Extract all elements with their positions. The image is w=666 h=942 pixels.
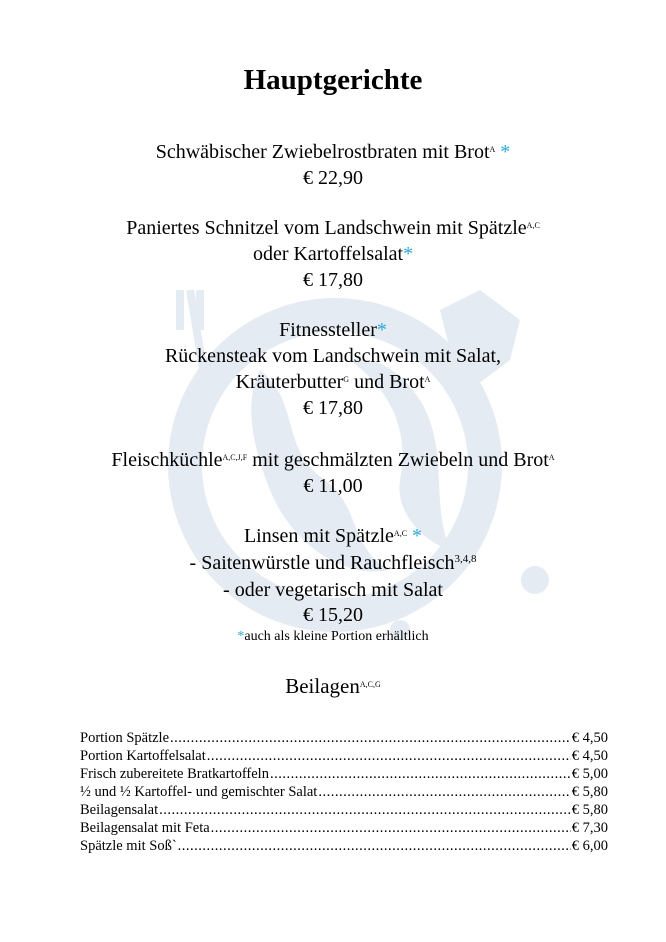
allergen-code: A,C,J,F	[222, 453, 248, 462]
allergen-code: G	[343, 375, 350, 384]
allergen-code: A,C,G	[359, 680, 381, 689]
allergen-code: A,C	[393, 529, 408, 538]
allergen-code: A,C	[526, 221, 540, 230]
side-item: Portion Kartoffelsalat ..... € 4,50	[80, 747, 608, 765]
allergen-code: A	[548, 453, 555, 462]
star-marker: *	[403, 243, 414, 265]
dish-line: Rückensteak vom Landschwein mit Salat,	[164, 345, 502, 367]
dish-line: Fleischküchle$^{A,C,J,F}$ mit geschmälzten Zwiebeln und Brot$^A$	[111, 449, 555, 471]
dish-line: - oder vegetarisch mit Salat	[223, 579, 443, 601]
dish-price: € 17,80	[303, 397, 363, 419]
allergen-code: A	[489, 145, 496, 154]
dish-line: Linsen mit Spätzle$^{A,C}$ *	[243, 525, 423, 547]
star-marker: *	[376, 319, 387, 341]
dish-price: € 11,00	[303, 475, 363, 497]
side-item: Frisch zubereitete Bratkartoffeln ..... € 5,00	[80, 765, 608, 783]
side-item: Beilagensalat mit Feta ..... € 7,30	[80, 819, 608, 837]
side-item: Beilagensalat ..... € 5,80	[80, 801, 608, 819]
dish-line: - Saitenwürstle und Rauchfleisch$^{3,4,8}$	[189, 552, 477, 574]
page-title: Hauptgerichte	[243, 64, 423, 96]
dish-line: Schwäbischer Zwiebelrostbraten mit Brot$^A$ *	[155, 141, 511, 163]
side-item: Portion Spätzle ..... € 4,50	[80, 729, 608, 747]
portion-note: *auch als kleine Portion erhältlich	[237, 629, 429, 644]
sides-heading: Beilagen$^{A,C,G}$	[285, 674, 381, 698]
side-item: Spätzle mit Soß` ..... € 6,00	[80, 837, 608, 855]
allergen-code: A	[424, 375, 431, 384]
star-marker: *	[412, 525, 423, 547]
dish-line: Kräuterbutter$^G$ und Brot$^A$	[235, 371, 431, 393]
dish-price: € 17,80	[303, 269, 363, 291]
additive-code: 3,4,8	[454, 553, 477, 565]
dish-line: Paniertes Schnitzel vom Landschwein mit Spätzle$^{A,C}$	[126, 217, 540, 239]
dish-price: € 22,90	[303, 167, 363, 189]
side-item: ½ und ½ Kartoffel- und gemischter Salat ..... € 5,80	[80, 783, 608, 801]
star-marker: *	[237, 629, 245, 644]
dish-price: € 15,20	[303, 604, 363, 626]
star-marker: *	[500, 141, 511, 163]
dish-line: oder Kartoffelsalat*	[252, 243, 414, 265]
dish-line: Fitnessteller*	[279, 319, 387, 341]
